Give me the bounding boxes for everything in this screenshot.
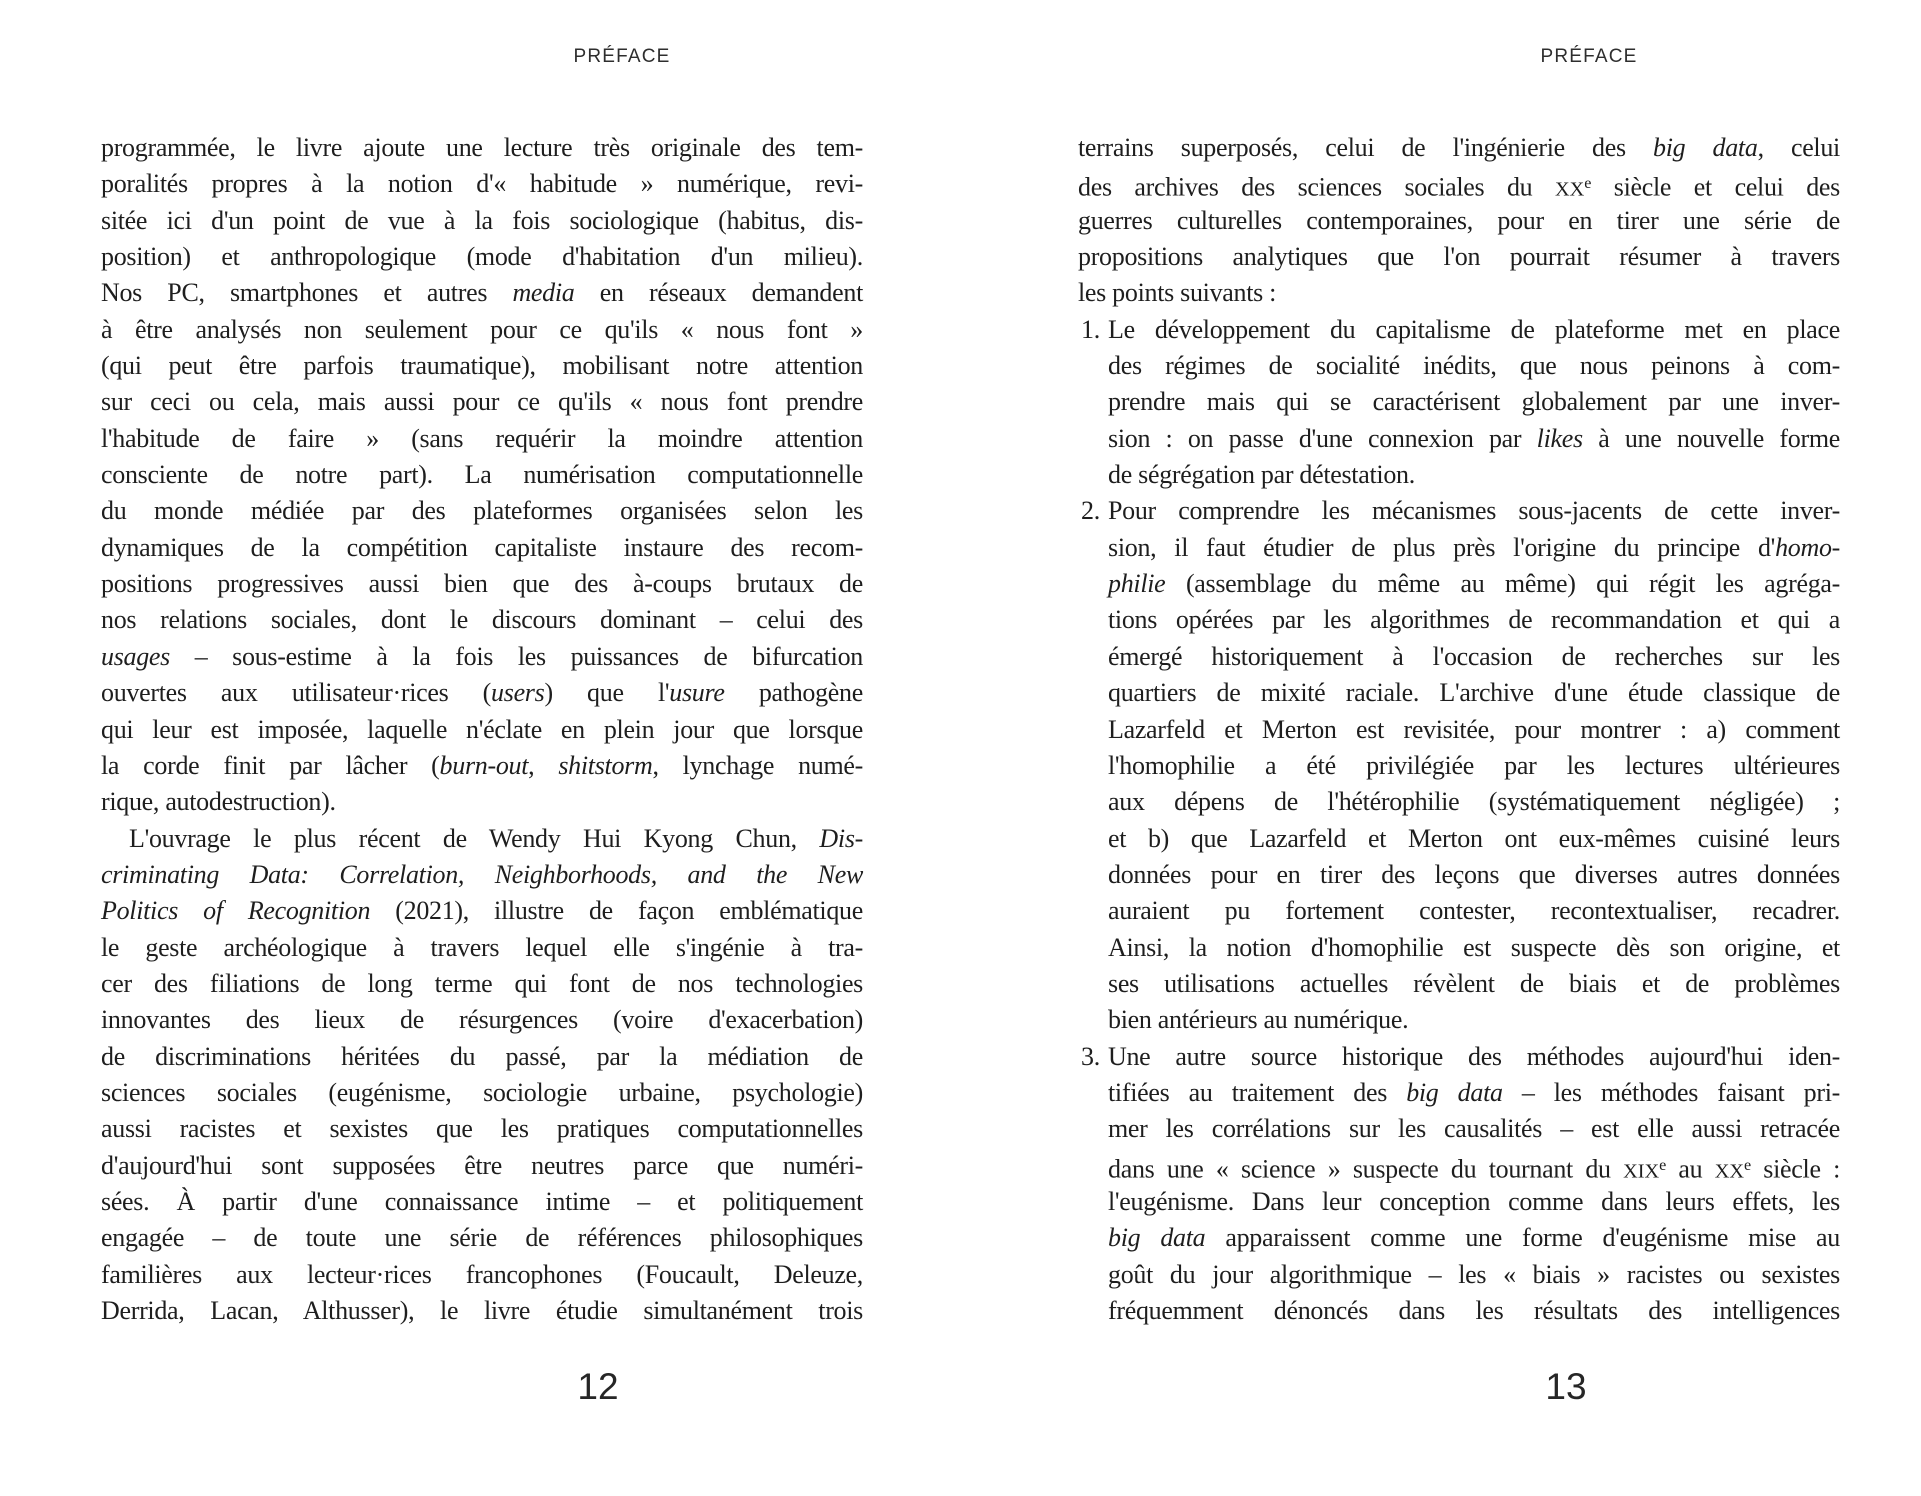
list-item-number: 2. bbox=[1081, 496, 1100, 526]
list-item-number: 3. bbox=[1081, 1041, 1100, 1071]
text-line: Lazarfeld et Merton est revisitée, pour montrer : a) comment bbox=[1108, 714, 1840, 744]
text-line: cer des filiations de long terme qui font de nos technologies bbox=[101, 968, 863, 998]
page-number-right: 13 bbox=[1545, 1366, 1587, 1407]
text-line: bien antérieurs au numérique. bbox=[1108, 1005, 1409, 1035]
text-line: aux dépens de l'hétérophilie (systématiquement négligée) ; bbox=[1108, 787, 1840, 817]
text-line: et b) que Lazarfeld et Merton ont eux-mêmes cuisiné leurs bbox=[1108, 823, 1840, 853]
text-line: qui leur est imposée, laquelle n'éclate en plein jour que lorsque bbox=[101, 714, 863, 744]
text-line: l'eugénisme. Dans leur conception comme dans leurs effets, les bbox=[1108, 1186, 1840, 1216]
text-line: big data apparaissent comme une forme d'eugénisme mise au bbox=[1108, 1223, 1840, 1253]
body-text-left-page bbox=[101, 130, 863, 1329]
text-line: sion, il faut étudier de plus près l'origine du principe d'homo- bbox=[1108, 532, 1840, 562]
text-line: sées. À partir d'une connaissance intime – et politiquement bbox=[101, 1186, 863, 1216]
text-line: criminating Data: Correlation, Neighborhoods, and the New bbox=[101, 859, 863, 889]
text-line: auraient pu fortement contester, recontextualiser, recadrer. bbox=[1108, 896, 1840, 926]
text-line: aussi racistes et sexistes que les pratiques computationnelles bbox=[101, 1114, 863, 1144]
text-line: d'aujourd'hui sont supposées être neutres parce que numéri- bbox=[101, 1150, 863, 1180]
text-line: l'homophilie a été privilégiée par les lectures ultérieures bbox=[1108, 750, 1840, 780]
text-line: consciente de notre part). La numérisation computationnelle bbox=[101, 460, 863, 490]
text-line: innovantes des lieux de résurgences (voire d'exacerbation) bbox=[101, 1005, 863, 1035]
text-line: Derrida, Lacan, Althusser), le livre étudie simultanément trois bbox=[101, 1296, 863, 1325]
text-line: Politics of Recognition (2021), illustre de façon emblématique bbox=[101, 896, 863, 926]
text-line: philie (assemblage du même au même) qui régit les agréga- bbox=[1108, 569, 1840, 599]
text-line: terrains superposés, celui de l'ingénierie des big data, celui bbox=[1078, 133, 1840, 162]
text-line: tions opérées par les algorithmes de recommandation et qui a bbox=[1108, 605, 1840, 635]
text-line: 1. Le développement du capitalisme de plateforme met en place bbox=[1108, 312, 1840, 348]
text-line: position) et anthropologique (mode d'habitation d'un milieu). bbox=[101, 242, 863, 272]
text-line: L'ouvrage le plus récent de Wendy Hui Kyong Chun, Dis- bbox=[129, 823, 863, 853]
text-line: positions progressives aussi bien que des à-coups brutaux de bbox=[101, 569, 863, 599]
text-line: des régimes de socialité inédits, que nous peinons à com- bbox=[1108, 351, 1840, 381]
text-line: le geste archéologique à travers lequel elle s'ingénie à tra- bbox=[101, 932, 863, 962]
text-line: la corde finit par lâcher (burn-out, shitstorm, lynchage numé- bbox=[101, 750, 864, 780]
text-line: de ségrégation par détestation. bbox=[1108, 460, 1415, 490]
text-line: tifiées au traitement des big data – les méthodes faisant pri- bbox=[1108, 1077, 1840, 1107]
text-line: mer les corrélations sur les causalités – est elle aussi retracée bbox=[1108, 1114, 1840, 1144]
text-line: fréquemment dénoncés dans les résultats des intelligences bbox=[1108, 1296, 1840, 1325]
text-line: 3. Une autre source historique des méthodes aujourd'hui iden- bbox=[1108, 1039, 1840, 1075]
page-number-left: 12 bbox=[577, 1366, 619, 1407]
text-line: rique, autodestruction). bbox=[101, 787, 336, 817]
text-line: sitée ici d'un point de vue à la fois sociologique (habitus, dis- bbox=[101, 205, 863, 235]
text-line: quartiers de mixité raciale. L'archive d'une étude classique de bbox=[1108, 678, 1840, 708]
text-line: émergé historiquement à l'occasion de recherches sur les bbox=[1108, 641, 1840, 671]
list-item-number: 1. bbox=[1081, 314, 1100, 344]
text-line: 2. Pour comprendre les mécanismes sous-jacents de cette inver- bbox=[1108, 493, 1840, 529]
text-line: à être analysés non seulement pour ce qu'ils « nous font » bbox=[101, 314, 863, 344]
body-text-right-page bbox=[1078, 130, 1840, 1329]
text-line: sur ceci ou cela, mais aussi pour ce qu'ils « nous font prendre bbox=[101, 387, 863, 417]
text-line: nos relations sociales, dont le discours dominant – celui des bbox=[101, 605, 863, 635]
text-line: poralités propres à la notion d'« habitude » numérique, revi- bbox=[101, 169, 863, 199]
text-line: du monde médiée par des plateformes organisées selon les bbox=[101, 496, 863, 526]
text-line: familières aux lecteur·rices francophones (Foucault, Deleuze, bbox=[101, 1259, 863, 1289]
text-line: ouvertes aux utilisateur·rices (users) que l'usure pathogène bbox=[101, 678, 863, 708]
running-header-left: PRÉFACE bbox=[573, 46, 671, 67]
text-line: Nos PC, smartphones et autres media en réseaux demandent bbox=[101, 278, 863, 308]
text-line: sciences sociales (eugénisme, sociologie urbaine, psychologie) bbox=[101, 1077, 863, 1107]
text-line: ses utilisations actuelles révèlent de biais et de problèmes bbox=[1108, 968, 1840, 998]
text-line: dynamiques de la compétition capitaliste instaure des recom- bbox=[101, 532, 863, 562]
text-line: propositions analytiques que l'on pourrait résumer à travers bbox=[1078, 242, 1840, 272]
text-line: données pour en tirer des leçons que diverses autres données bbox=[1108, 859, 1840, 889]
text-line: sion : on passe d'une connexion par likes à une nouvelle forme bbox=[1108, 423, 1840, 453]
text-line: engagée – de toute une série de références philosophiques bbox=[101, 1223, 863, 1253]
text-line: prendre mais qui se caractérisent globalement par une inver- bbox=[1108, 387, 1840, 417]
text-line: les points suivants : bbox=[1078, 278, 1277, 308]
text-line: guerres culturelles contemporaines, pour en tirer une série de bbox=[1078, 205, 1840, 235]
running-header-right: PRÉFACE bbox=[1540, 46, 1638, 67]
text-line: goût du jour algorithmique – les « biais » racistes ou sexistes bbox=[1108, 1259, 1840, 1289]
text-line: Ainsi, la notion d'homophilie est suspecte dès son origine, et bbox=[1108, 932, 1840, 962]
text-line: des archives des sciences sociales du XXe siècle et celui des bbox=[1078, 172, 1840, 202]
text-line: l'habitude de faire » (sans requérir la moindre attention bbox=[101, 423, 863, 453]
text-line: (qui peut être parfois traumatique), mobilisant notre attention bbox=[101, 351, 863, 381]
text-line: de discriminations héritées du passé, par la médiation de bbox=[101, 1041, 863, 1071]
text-line: usages – sous-estime à la fois les puissances de bifurcation bbox=[101, 641, 863, 671]
text-line: dans une « science » suspecte du tournant du XIXe au XXe siècle : bbox=[1108, 1153, 1840, 1183]
text-line: programmée, le livre ajoute une lecture très originale des tem- bbox=[101, 133, 863, 162]
